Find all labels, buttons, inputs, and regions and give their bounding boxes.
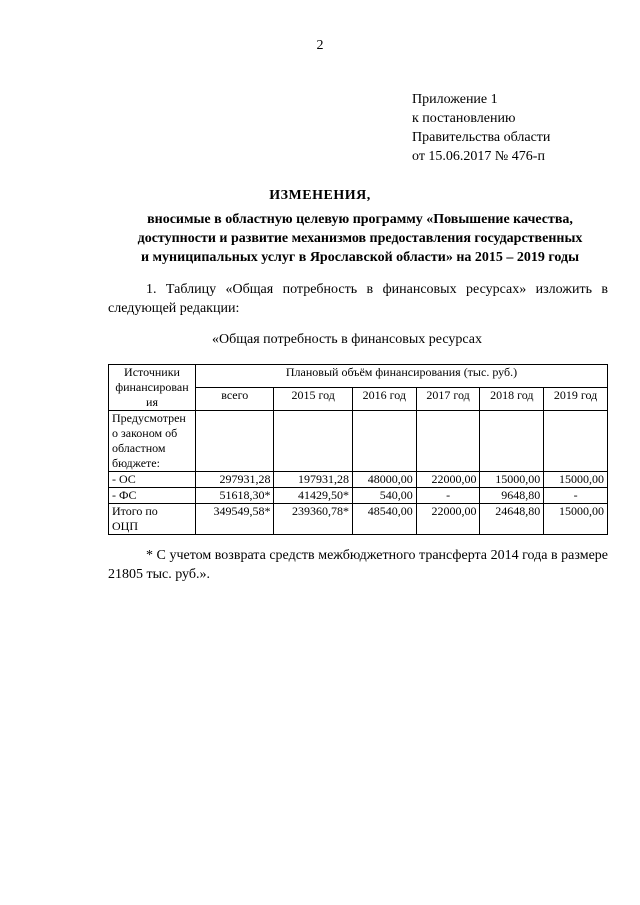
subtitle-line: вносимые в областную целевую программу «Повышение качества, [147,212,573,227]
appendix-line: Правительства области [412,130,551,145]
empty-cell [416,411,480,472]
value-cell: 349549,58* [196,504,274,535]
empty-cell [352,411,416,472]
value-cell: 41429,50* [274,488,352,504]
value-cell: 15000,00 [544,504,608,535]
document-subtitle [100,210,620,267]
table-caption: «Общая потребность в финансовых ресурсах [212,332,482,347]
value-cell: 297931,28 [196,472,274,488]
appendix-line: Приложение 1 [412,92,498,107]
value-cell: 15000,00 [480,472,544,488]
row-label-cell: - ФС [109,488,196,504]
value-cell: 51618,30* [196,488,274,504]
empty-cell [196,411,274,472]
section-row [109,411,608,472]
row-label-cell: - ОС [109,472,196,488]
subtitle-line: и муниципальных услуг в Ярославской области» на 2015 – 2019 годы [140,250,580,265]
value-cell: - [544,488,608,504]
appendix-line: к постановлению [412,111,516,126]
source-header-cell: Источники финансирован ия [109,365,196,411]
appendix-block [412,90,550,166]
empty-cell [480,411,544,472]
document-title: ИЗМЕНЕНИЯ, [269,188,371,203]
table-row [109,504,608,535]
year-header: 2016 год [352,388,416,411]
paragraph-1: 1. Таблицу «Общая потребность в финансовых ресурсах» изложить в следующей редакции: [108,282,608,316]
year-header: 2018 год [480,388,544,411]
empty-cell [274,411,352,472]
value-cell: 9648,80 [480,488,544,504]
row-label-cell: Итого по ОЦП [109,504,196,535]
year-header: всего [196,388,274,411]
value-cell: 48540,00 [352,504,416,535]
page-number: 2 [316,38,324,53]
year-header: 2015 год [274,388,352,411]
value-cell: 15000,00 [544,472,608,488]
section-label-cell: Предусмотрен о законом об областном бюджете: [109,411,196,472]
appendix-line: от 15.06.2017 № 476-п [412,149,545,164]
value-cell: 24648,80 [480,504,544,535]
value-cell: 540,00 [352,488,416,504]
value-cell: 197931,28 [274,472,352,488]
value-cell: - [416,488,480,504]
footnote: * С учетом возврата средств межбюджетного трансферта 2014 года в размере 21805 тыс. руб.». [108,548,608,582]
value-cell: 48000,00 [352,472,416,488]
value-cell: 239360,78* [274,504,352,535]
year-header: 2019 год [544,388,608,411]
year-header: 2017 год [416,388,480,411]
value-cell: 22000,00 [416,472,480,488]
value-cell: 22000,00 [416,504,480,535]
planned-volume-header: Плановый объём финансирования (тыс. руб.) [196,365,608,388]
table-row [109,488,608,504]
financing-table [108,364,608,535]
table-row [109,472,608,488]
subtitle-line: доступности и развитие механизмов предоставления государственных [137,231,583,246]
empty-cell [544,411,608,472]
